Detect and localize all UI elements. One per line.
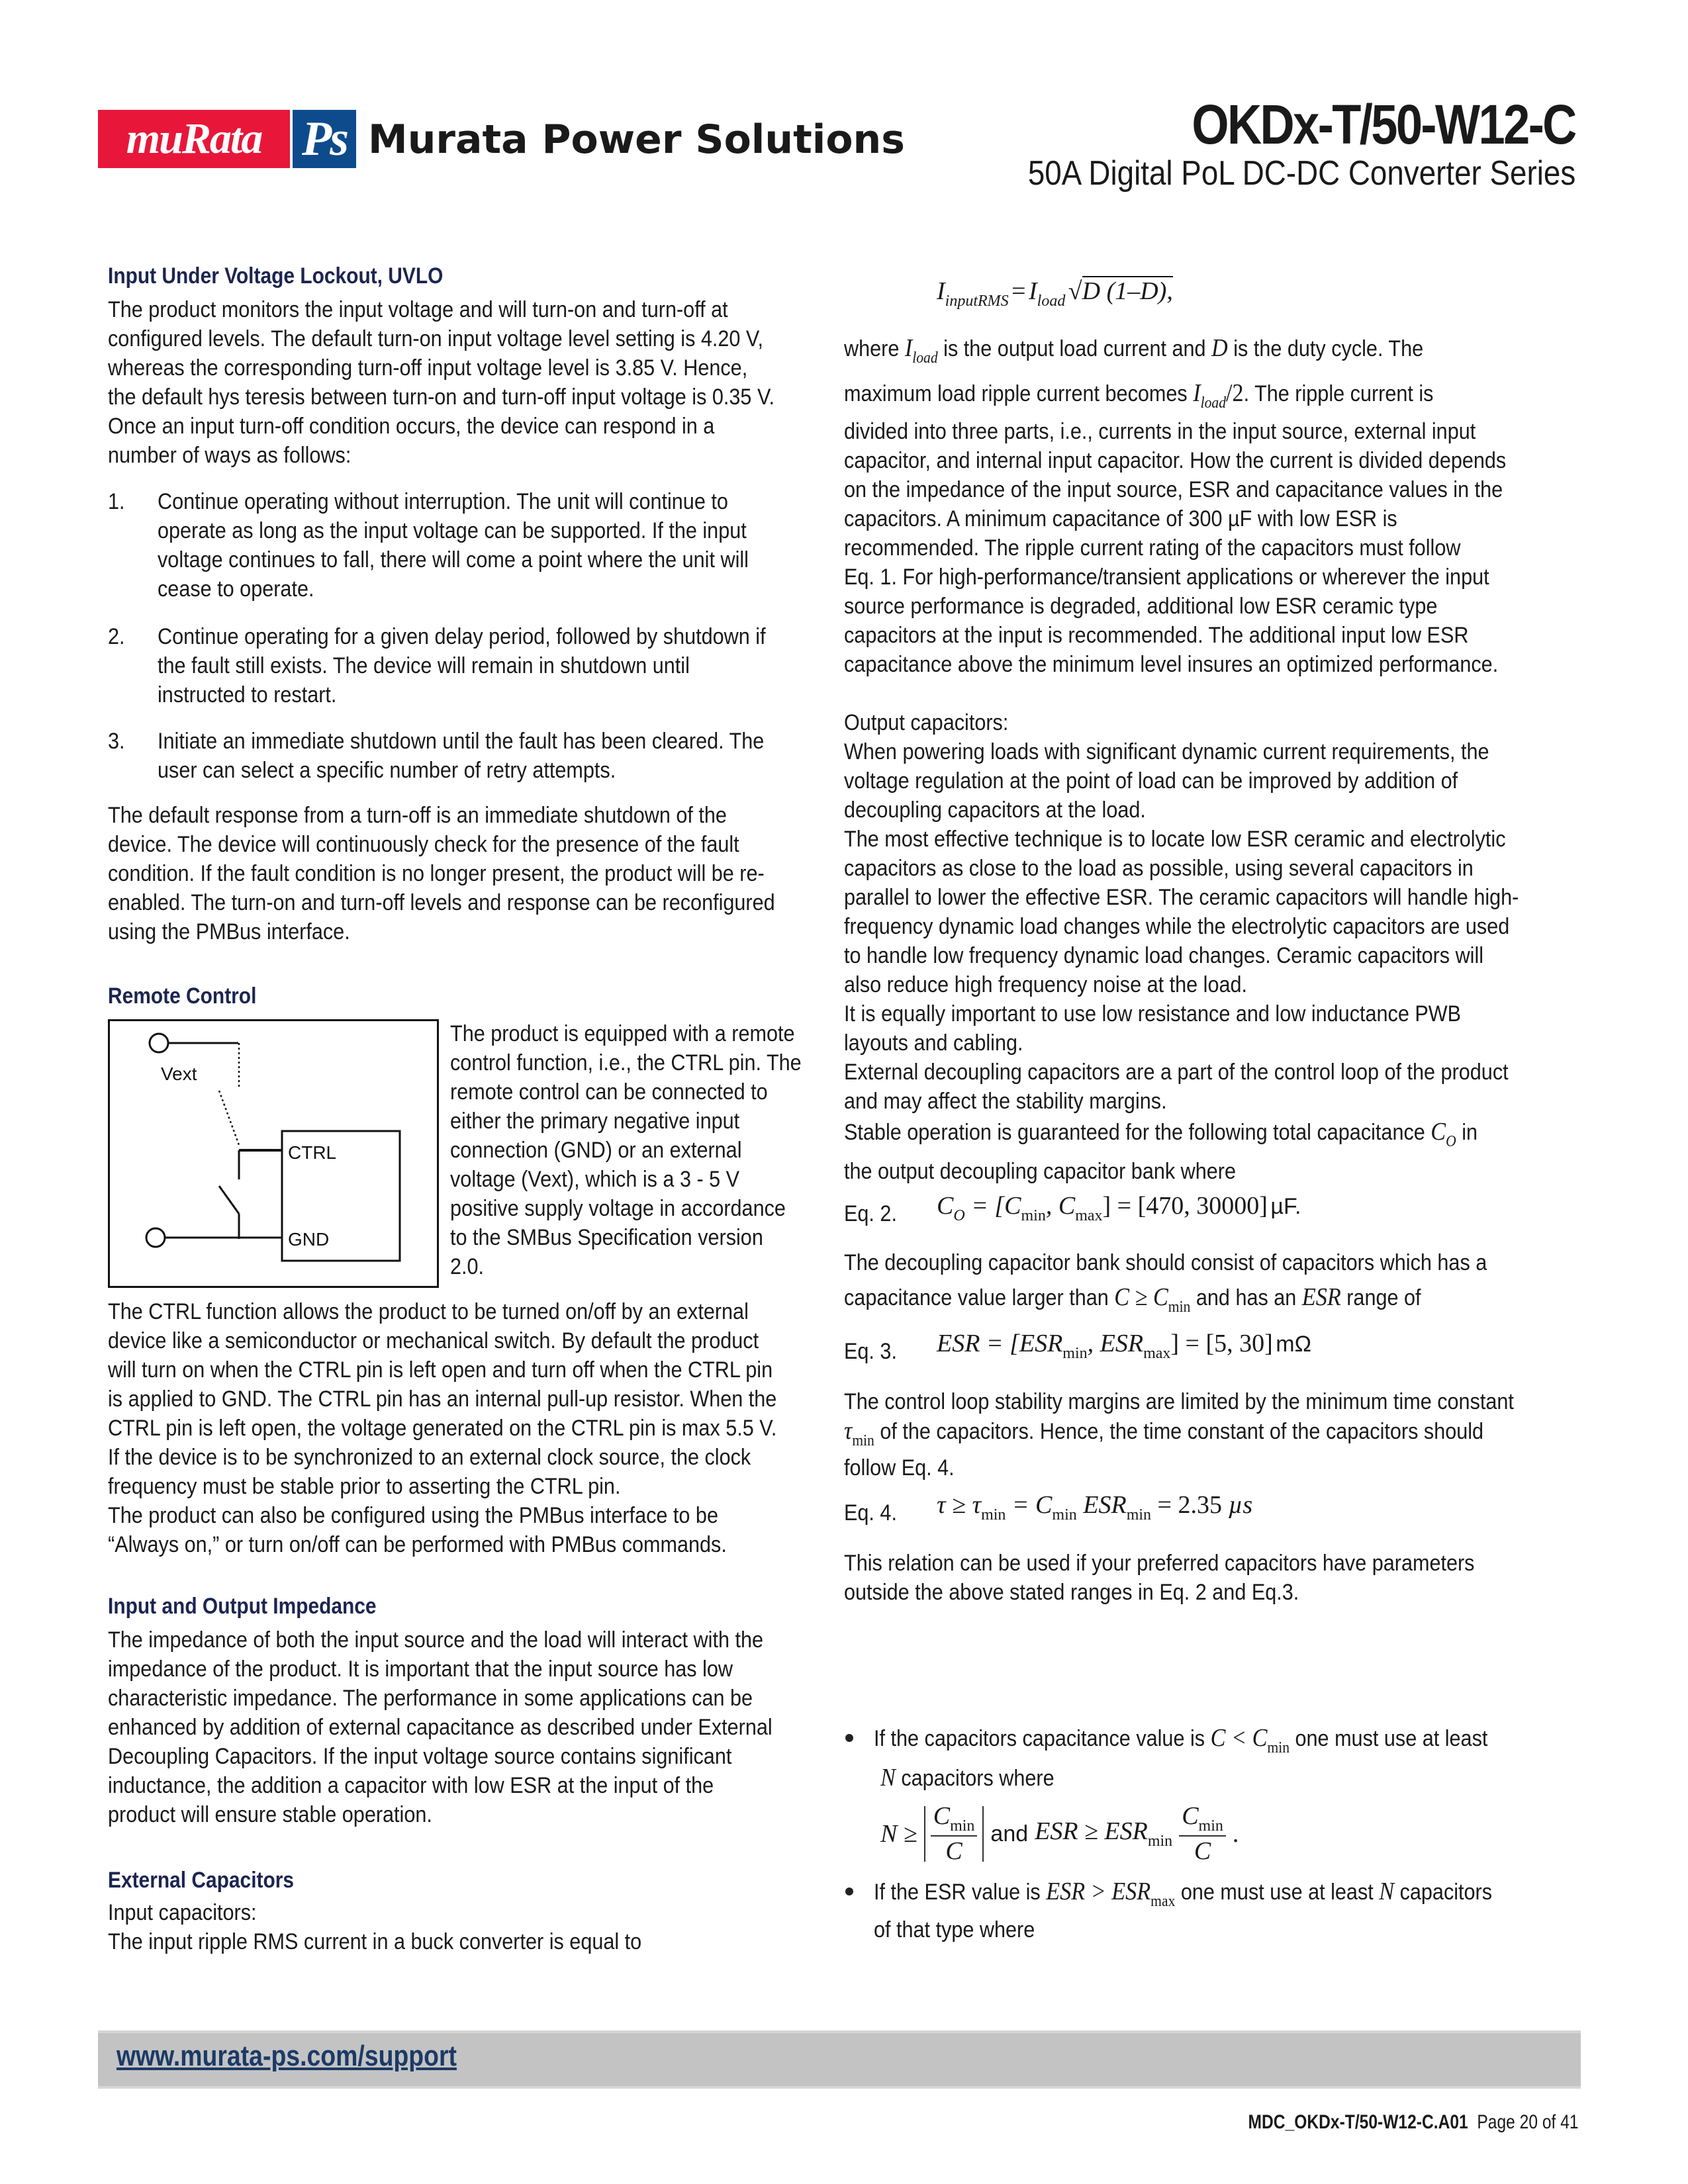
ctrl-function-paragraph xyxy=(108,1297,776,1559)
text-line: user can select a specific number of retry attempts. xyxy=(158,758,616,783)
text-line: to handle low frequency dynamic load changes. Ceramic capacitors will xyxy=(844,943,1484,968)
eq-symbol: C xyxy=(933,1802,951,1830)
text-span: is the output load current and xyxy=(943,336,1206,361)
text-span: and xyxy=(990,1821,1029,1846)
text-line: the output decoupling capacitor bank where xyxy=(844,1159,1237,1184)
text-span: Stable operation is guaranteed for the following total capacitance xyxy=(844,1120,1425,1145)
optional-switch-dotted xyxy=(219,1091,239,1145)
text-line: characteristic impedance. The performance in some applications can be xyxy=(108,1686,753,1711)
eq-operator: = xyxy=(1011,277,1026,305)
eq-subscript: O xyxy=(1446,1133,1456,1150)
input-capacitor-paragraph xyxy=(844,417,1506,679)
text-line: voltage regulation at the point of load can be improved by addition of xyxy=(844,768,1458,794)
text-line: parallel to lower the effective ESR. The ceramic capacitors will handle high- xyxy=(844,885,1519,910)
text-line: capacitors at the input is recommended. The additional input low ESR xyxy=(844,623,1469,648)
eq-subscript: inputRMS xyxy=(945,293,1009,310)
eq-symbol: N ≥ xyxy=(880,1819,917,1848)
text-line: and may affect the stability margins. xyxy=(844,1089,1167,1114)
text-line: capacitor, and internal input capacitor. How the current is divided depends xyxy=(844,448,1507,473)
text-span: one must use at least xyxy=(1180,1880,1374,1905)
text-line: The most effective technique is to locate low ESR ceramic and electrolytic xyxy=(844,827,1506,852)
brand-name: Murata Power Solutions xyxy=(368,116,905,163)
heading-remote-control: Remote Control xyxy=(108,983,257,1009)
text-line: External decoupling capacitors are a part of the control loop of the product xyxy=(844,1060,1509,1085)
product-model-title: OKDx-T/50-W12-C xyxy=(1192,93,1575,156)
product-series-subtitle: 50A Digital PoL DC-DC Converter Series xyxy=(1027,154,1575,193)
text-line: When powering loads with significant dynamic current requirements, the xyxy=(844,739,1489,764)
eq-symbol: ESR ≥ ESR xyxy=(1035,1817,1148,1845)
text-span: maximum load ripple current becomes xyxy=(844,381,1188,406)
eq-symbol: I xyxy=(1193,379,1201,407)
list-item-number: 3. xyxy=(108,729,125,754)
eq-symbol: I xyxy=(904,334,913,362)
text-line: positive supply voltage in accordance xyxy=(450,1196,786,1221)
sqrt-icon: √ xyxy=(1068,277,1082,305)
eq-symbol: N xyxy=(880,1764,896,1792)
text-line: The product monitors the input voltage and will turn-on and turn-off at xyxy=(108,297,728,322)
bank-capacitance-line xyxy=(844,1283,1421,1322)
eq-subscript: min xyxy=(1267,1739,1290,1756)
text-line: Continue operating for a given delay period, followed by shutdown if xyxy=(158,624,766,649)
text-line: also reduce high frequency noise at the load. xyxy=(844,972,1248,997)
text-span: range of xyxy=(1346,1285,1421,1310)
text-line: Decoupling Capacitors. If the input voltage source contains significant xyxy=(108,1744,732,1769)
eq-punctuation: . xyxy=(1232,1819,1239,1848)
support-link[interactable]: www.murata-ps.com/support xyxy=(117,2040,457,2072)
eq-symbol: C xyxy=(1430,1118,1446,1146)
text-line: follow Eq. 4. xyxy=(844,1455,955,1480)
bullet-icon xyxy=(845,1888,853,1895)
fraction xyxy=(931,1801,978,1866)
equation-3-esr-range xyxy=(937,1329,1311,1363)
text-span: capacitors where xyxy=(901,1766,1055,1791)
bullet-capacitance-rule-line2 xyxy=(880,1763,1055,1793)
text-line: It is equally important to use low resistance and low inductance PWB xyxy=(844,1001,1462,1026)
text-line: enabled. The turn-on and turn-off levels and response can be reconfigured xyxy=(108,890,775,915)
eq-subscript: min xyxy=(1021,1207,1046,1224)
eq-symbol: ESR = [ESR xyxy=(937,1330,1063,1357)
text-span: If the ESR value is xyxy=(874,1880,1041,1905)
text-line: Initiate an immediate shutdown until the fault has been cleared. The xyxy=(158,729,765,754)
eq-unit: µs xyxy=(1228,1491,1253,1519)
document-id-and-page xyxy=(1248,2111,1579,2134)
output-capacitor-paragraph xyxy=(844,708,1519,1116)
eq-value: ] = [470, 30000] xyxy=(1102,1192,1268,1220)
uvlo-paragraph xyxy=(108,295,774,470)
equation-4-time-constant xyxy=(937,1490,1252,1524)
text-line: capacitance above the minimum level insures an optimized performance. xyxy=(844,652,1499,677)
heading-uvlo: Input Under Voltage Lockout, UVLO xyxy=(108,263,444,289)
heading-external-capacitors: External Capacitors xyxy=(108,1868,295,1893)
impedance-paragraph xyxy=(108,1625,773,1829)
eq-subscript: max xyxy=(1150,1893,1176,1910)
eq-subscript: min xyxy=(1198,1817,1223,1835)
list-item xyxy=(158,487,749,604)
remote-control-diagram xyxy=(108,1019,439,1288)
list-item xyxy=(158,622,766,709)
eq-unit: mΩ xyxy=(1276,1332,1311,1357)
text-span: one must use at least xyxy=(1295,1726,1488,1751)
equation-2-label: Eq. 2. xyxy=(844,1201,897,1226)
text-line: whereas the corresponding turn-off input voltage level is 3.85 V. Hence, xyxy=(108,355,748,381)
heading-input-output-impedance: Input and Output Impedance xyxy=(108,1594,377,1619)
eq-symbol: ESR > ESR xyxy=(1046,1878,1151,1905)
text-line: The impedance of both the input source and the load will interact with the xyxy=(108,1627,764,1653)
eq-subscript: max xyxy=(1143,1345,1171,1362)
text-line: connection (GND) or an external xyxy=(450,1138,742,1163)
text-line: frequency must be stable prior to asserting the CTRL pin. xyxy=(108,1474,621,1499)
eq-subscript: min xyxy=(1147,1833,1173,1850)
eq-subscript: min xyxy=(1126,1506,1152,1524)
text-line: will turn on when the CTRL pin is left open and turn off when the CTRL pin xyxy=(108,1357,773,1383)
eq-symbol: C ≥ C xyxy=(1114,1283,1168,1311)
page-number: Page 20 of 41 xyxy=(1477,2111,1579,2133)
text-line: capacitors. A minimum capacitance of 300 µF with low ESR is xyxy=(844,506,1397,531)
text-line: frequency dynamic load changes while the electrolytic capacitors are used xyxy=(844,914,1510,939)
text-line: outside the above stated ranges in Eq. 2 and Eq.3. xyxy=(844,1580,1299,1605)
text-line: This relation can be used if your preferred capacitors have parameters xyxy=(844,1551,1475,1576)
text-span: of the capacitors. Hence, the time constant of the capacitors should xyxy=(880,1419,1484,1444)
eq-sqrt-body: D (1–D), xyxy=(1082,277,1173,305)
equation-4-label: Eq. 4. xyxy=(844,1500,897,1525)
text-line: recommended. The ripple current rating of the capacitors must follow xyxy=(844,535,1461,561)
remote-control-side-paragraph xyxy=(450,1019,802,1281)
text-span: and has an xyxy=(1196,1285,1297,1310)
eq-subscript: load xyxy=(912,349,938,367)
text-line: The control loop stability margins are limited by the minimum time constant xyxy=(844,1389,1514,1414)
stable-operation-line xyxy=(844,1117,1477,1156)
bullet-esr-rule xyxy=(874,1877,1492,1916)
relation-paragraph xyxy=(844,1549,1474,1607)
text-line: product will ensure stable operation. xyxy=(108,1802,432,1827)
eq-symbol: C xyxy=(937,1192,954,1220)
text-line: decoupling capacitors at the load. xyxy=(844,797,1146,823)
text-line: Continue operating without interruption. The unit will continue to xyxy=(158,489,728,514)
text-line: instructed to restart. xyxy=(158,682,337,707)
text-line: 2.0. xyxy=(450,1254,485,1279)
equation-3-label: Eq. 3. xyxy=(844,1339,897,1364)
text-line: enhanced by addition of external capacitance as described under External xyxy=(108,1715,773,1740)
eq-symbol: = [C xyxy=(964,1192,1021,1220)
switch-blade-icon xyxy=(219,1186,239,1214)
eq-subscript: max xyxy=(1075,1207,1103,1224)
external-capacitors-intro xyxy=(108,1898,641,1956)
eq-symbol: , ESR xyxy=(1087,1330,1144,1357)
eq-subscript: min xyxy=(852,1432,874,1449)
eq-symbol: D xyxy=(1211,334,1228,362)
text-span: in xyxy=(1462,1120,1478,1145)
text-span: If the capacitors capacitance value is xyxy=(874,1726,1205,1751)
text-line: condition. If the fault condition is no longer present, the product will be re- xyxy=(108,861,765,886)
bullet-capacitance-rule xyxy=(874,1723,1487,1762)
text-line: divided into three parts, i.e., currents in the input source, external input xyxy=(844,419,1476,444)
text-span: capacitance value larger than xyxy=(844,1285,1109,1310)
eq-symbol: = C xyxy=(1006,1491,1053,1519)
text-line: The input ripple RMS current in a buck converter is equal to xyxy=(108,1929,642,1954)
eq-subscript: load xyxy=(1200,394,1227,412)
text-line: “Always on,” or turn on/off can be performed with PMBus commands. xyxy=(108,1532,727,1557)
eq-subscript: O xyxy=(953,1207,965,1224)
text-line: using the PMBus interface. xyxy=(108,919,350,944)
text-line: to the SMBus Specification version xyxy=(450,1225,763,1250)
list-item-number: 2. xyxy=(108,624,125,649)
ceiling-brackets xyxy=(924,1802,984,1865)
equation-2-output-capacitance xyxy=(937,1191,1301,1225)
text-line: the default hys teresis between turn-on and turn-off input voltage is 0.35 V. xyxy=(108,385,775,410)
text-line: source performance is degraded, additional low ESR ceramic type xyxy=(844,594,1438,619)
text-line: Output capacitors: xyxy=(844,710,1009,735)
fraction xyxy=(1179,1801,1226,1866)
text-span: where xyxy=(844,336,900,361)
eq-subscript: min xyxy=(981,1506,1006,1524)
equation-input-rms-current xyxy=(937,277,1173,310)
eq-symbol: ESR xyxy=(1301,1283,1341,1311)
eq-subscript: min xyxy=(1052,1506,1077,1524)
text-line: operate as long as the input voltage can be supported. If the input xyxy=(158,518,747,543)
eq-symbol: C xyxy=(945,1837,962,1865)
text-line: device like a semiconductor or mechanical switch. By default the product xyxy=(108,1328,759,1353)
text-line: number of ways as follows: xyxy=(108,443,352,468)
text-line: device. The device will continuously check for the presence of the fault xyxy=(108,832,739,857)
eq-symbol: τ xyxy=(844,1417,853,1445)
capacitor-count-formula xyxy=(880,1801,1239,1866)
eq-symbol: C xyxy=(1182,1802,1199,1830)
gnd-pin-label: GND xyxy=(288,1229,330,1250)
eq-subscript: min xyxy=(1168,1298,1191,1316)
text-line: The decoupling capacitor bank should consist of capacitors which has a xyxy=(844,1250,1487,1275)
text-line: The default response from a turn-off is an immediate shutdown of the xyxy=(108,803,727,828)
list-item-number: 1. xyxy=(108,489,125,514)
text-line: cease to operate. xyxy=(158,576,314,602)
text-line: voltage (Vext), which is a 3 - 5 V xyxy=(450,1167,740,1192)
load-current-definition-line xyxy=(844,334,1423,373)
eq-symbol: C xyxy=(1194,1837,1211,1865)
eq-value: = 2.35 xyxy=(1151,1491,1229,1519)
text-line: Input capacitors: xyxy=(108,1900,257,1925)
text-line: inductance, the addition a capacitor with low ESR at the input of the xyxy=(108,1773,714,1798)
eq-subscript: min xyxy=(1062,1345,1088,1362)
text-line: CTRL pin is left open, the voltage generated on the CTRL pin is max 5.5 V. xyxy=(108,1416,777,1441)
ctrl-pin-label: CTRL xyxy=(288,1142,337,1163)
text-line: layouts and cabling. xyxy=(844,1030,1023,1056)
text-span: . The ripple current is xyxy=(1243,381,1434,406)
text-span: is the duty cycle. The xyxy=(1233,336,1424,361)
eq-symbol: τ ≥ τ xyxy=(937,1491,982,1519)
bullet-icon xyxy=(845,1734,853,1742)
document-id: MDC_OKDx-T/50-W12-C.A01 xyxy=(1248,2111,1469,2133)
gnd-terminal-icon xyxy=(146,1228,165,1247)
text-line: impedance of the product. It is important that the input source has low xyxy=(108,1657,733,1682)
eq-symbol: I xyxy=(937,277,945,305)
text-span: capacitors xyxy=(1399,1880,1493,1905)
text-line: The product can also be configured using the PMBus interface to be xyxy=(108,1503,718,1528)
power-solutions-logo: Ps xyxy=(293,110,356,168)
eq-symbol: N xyxy=(1379,1878,1395,1905)
text-line: configured levels. The default turn-on input voltage level setting is 4.20 V, xyxy=(108,326,764,351)
list-item xyxy=(158,727,764,785)
eq-value: ] = [5, 30] xyxy=(1170,1330,1273,1357)
text-line: The product is equipped with a remote xyxy=(450,1021,795,1046)
eq-subscript: load xyxy=(1037,293,1066,310)
eq-symbol: ESR xyxy=(1076,1491,1127,1519)
eq-symbol: , C xyxy=(1045,1192,1076,1220)
text-line: The CTRL function allows the product to be turned on/off by an external xyxy=(108,1299,749,1324)
vext-terminal-icon xyxy=(150,1034,168,1052)
eq-symbol: I xyxy=(1029,277,1037,305)
eq-fraction: /2 xyxy=(1226,379,1244,407)
eq-subscript: min xyxy=(950,1817,975,1835)
text-line: on the impedance of the input source, ESR and capacitance values in the xyxy=(844,477,1503,502)
murata-logo: muRata xyxy=(98,110,290,168)
vext-label: Vext xyxy=(161,1064,197,1084)
uvlo-default-response-paragraph xyxy=(108,801,775,946)
eq-symbol: C < C xyxy=(1210,1724,1268,1752)
text-line: Once an input turn-off condition occurs, the device can respond in a xyxy=(108,414,715,439)
text-line: of that type where xyxy=(874,1917,1035,1942)
text-line: remote control can be connected to xyxy=(450,1079,768,1105)
time-constant-line xyxy=(844,1416,1483,1455)
text-line: Eq. 1. For high-performance/transient applications or wherever the input xyxy=(844,565,1489,590)
text-line: either the primary negative input xyxy=(450,1109,740,1134)
text-line: voltage continues to fall, there will come a point where the unit will xyxy=(158,547,749,572)
text-line: is applied to GND. The CTRL pin has an internal pull-up resistor. When the xyxy=(108,1387,777,1412)
text-line: capacitors as close to the load as possible, using several capacitors in xyxy=(844,856,1474,881)
text-line: the fault still exists. The device will remain in shutdown until xyxy=(158,653,690,678)
text-line: If the device is to be synchronized to an external clock source, the clock xyxy=(108,1445,751,1470)
ripple-current-line xyxy=(844,379,1433,418)
eq-unit: µF. xyxy=(1270,1194,1301,1219)
text-line: control function, i.e., the CTRL pin. The xyxy=(450,1050,802,1075)
